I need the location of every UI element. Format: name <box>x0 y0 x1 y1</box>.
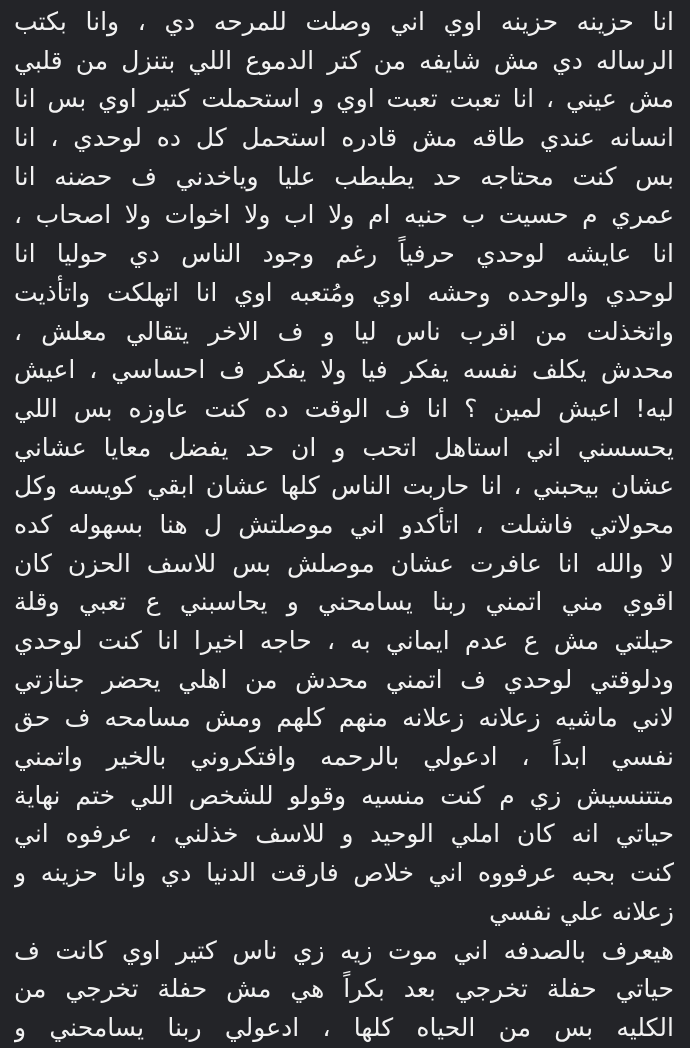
post-line: نفسي ابداً ، ادعولي بالرحمه وافتكروني بالخير واتمني <box>14 742 674 772</box>
post-text-body <box>14 3 674 1048</box>
post-line: انا عايشه لوحدي حرفياً رغم وجود الناس دي حوليا انا <box>14 239 674 269</box>
post-line: زعلانه علي نفسي <box>489 896 674 926</box>
post-line: محدش يكلف نفسه يفكر فيا ولا يفكر ف احساسي ، اعيش <box>14 355 674 385</box>
post-line: انا حزينه حزينه اوي اني وصلت للمرحه دي ، وانا بكتب <box>14 7 674 36</box>
post-line: لوحدي والوحده وحشه اوي ومُتعبه اوي انا اتهلكت واتأذيت <box>14 277 674 307</box>
post-line: اقوي مني اتمني ربنا يسامحني و يحاسبني ع تعبي وقلة <box>14 587 674 617</box>
post-line: لا والله انا عافرت عشان موصلش بس للاسف الحزن كان <box>14 548 674 578</box>
post-line: حياتي انه كان املي الوحيد و للاسف خذلني ، عرفوه اني <box>14 819 674 849</box>
post-line: مش عيني ، انا تعبت تعبت اوي و استحملت كتير اوي بس انا <box>14 84 674 114</box>
post-line: لاني ماشيه زعلانه زعلانه منهم كلهم ومش مسامحه ف حق <box>14 703 674 733</box>
post-line: الرساله دي مش شايفه من كتر الدموع اللي بتنزل من قلبي <box>14 45 674 75</box>
post-line: انسانه عندي طاقه مش قادره استحمل كل ده لوحدي ، انا <box>14 123 674 153</box>
post-line: محولاتي فاشلت ، اتأكدو اني موصلتش ل هنا بسهوله كده <box>14 509 674 539</box>
post-line: بس كنت محتاجه حد يطبطب عليا وياخدني ف حضنه انا <box>14 161 674 191</box>
post-line: متتنسيش زي م كنت منسيه وقولو للشخص اللي ختم نهاية <box>14 780 674 810</box>
post-line: حياتي حفلة تخرجي بعد بكراً هي مش حفلة تخرجي من <box>14 974 674 1004</box>
post-line: عشان بيحبني ، انا حاربت الناس كلها عشان ابقي كويسه وكل <box>14 471 674 501</box>
post-line: ودلوقتي لوحدي ف اتمني محدش من اهلي يحضر جنازتي <box>14 664 674 694</box>
post-line: عمري م حسيت ب حنيه ام ولا اب ولا اخوات ولا اصحاب ، <box>14 200 674 230</box>
post-line: ليه! اعيش لمين ؟ انا ف الوقت ده كنت عاوزه بس اللي <box>14 393 674 423</box>
post-line: كنت بحبه عرفووه اني خلاص فارقت الدنيا دي وانا حزينه و <box>14 858 674 888</box>
post-line: هيعرف بالصدفه اني موت زيه زي ناس كتير اوي كانت ف <box>14 935 674 965</box>
post-line: واتخذلت من اقرب ناس ليا و ف الاخر يتقالي معلش ، <box>14 316 674 346</box>
post-line: حيلتي مش ع عدم ايماني به ، حاجه اخيرا انا كنت لوحدي <box>14 626 674 655</box>
post-line: الكليه بس من الحياه كلها ، ادعولي ربنا يسامحني و <box>14 1012 674 1042</box>
post-line: يحسسني اني استاهل اتحب و ان حد يفضل معايا عشاني <box>14 432 674 462</box>
